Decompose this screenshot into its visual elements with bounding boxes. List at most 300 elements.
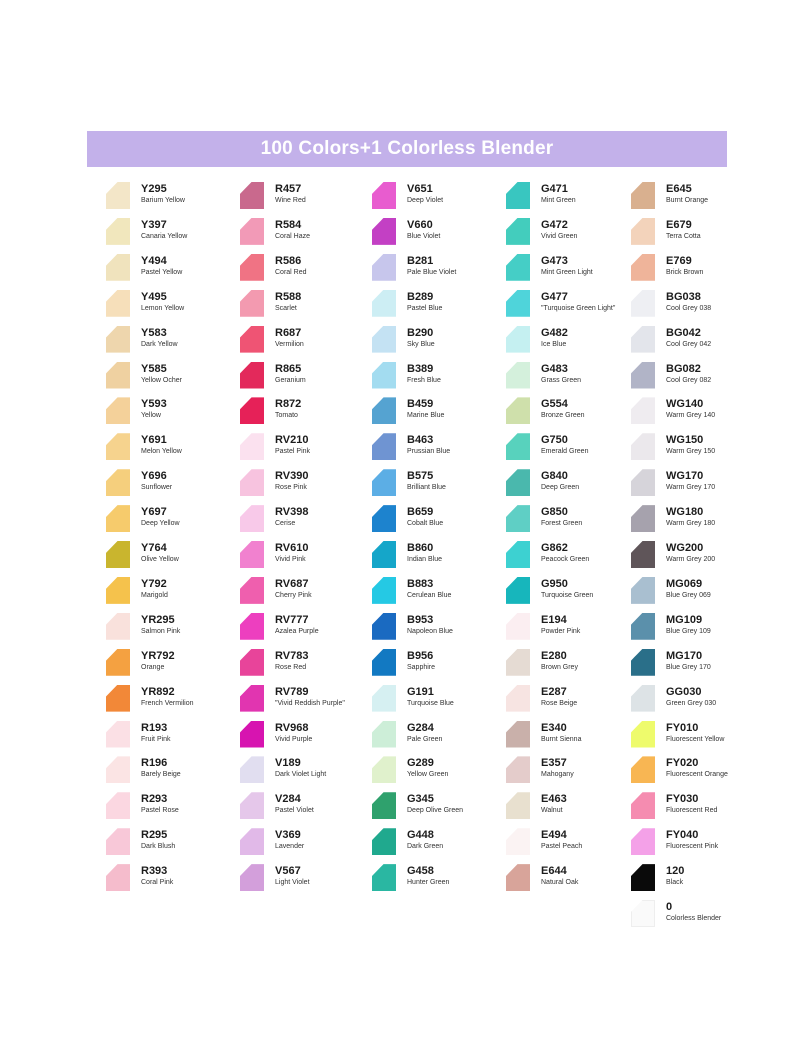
color-name: Cool Grey 038 (666, 304, 712, 312)
color-code: E194 (541, 613, 567, 626)
color-name: Fluorescent Red (666, 807, 718, 815)
marker-swatch (106, 828, 130, 855)
marker-swatch (506, 577, 530, 604)
marker-swatch (506, 685, 530, 712)
marker-swatch (106, 792, 130, 819)
color-code: RV610 (275, 542, 309, 554)
marker-swatch (372, 326, 396, 353)
color-name: Forest Green (541, 520, 583, 528)
color-name: Emerald Green (541, 448, 589, 456)
marker-swatch (240, 469, 264, 496)
color-name: Fruit Pink (141, 735, 171, 743)
marker-swatch (506, 828, 530, 855)
marker-swatch (240, 397, 264, 424)
color-swatch-item (240, 576, 372, 606)
color-name: Warm Grey 140 (666, 412, 716, 420)
marker-swatch (106, 649, 130, 676)
color-name: Pastel Rose (141, 807, 179, 815)
color-name: Orange (141, 663, 165, 671)
color-code: WG170 (666, 470, 704, 483)
color-swatch-item (106, 684, 238, 714)
color-name: Colorless Blender (666, 915, 722, 922)
color-code: B389 (407, 362, 434, 375)
color-code: Y585 (141, 362, 167, 375)
marker-swatch (506, 397, 530, 424)
color-name: Cherry Pink (275, 591, 312, 599)
color-code: Y691 (141, 434, 167, 447)
color-name: Deep Olive Green (407, 807, 464, 815)
color-name: Scarlet (275, 304, 297, 312)
color-swatch-item (106, 612, 238, 642)
color-swatch-item (631, 540, 763, 570)
color-swatch-item (372, 289, 504, 319)
color-code: RV777 (275, 613, 309, 626)
marker-swatch (106, 397, 130, 424)
color-swatch-item (106, 432, 238, 462)
color-swatch-item (240, 504, 372, 534)
color-swatch-item (240, 396, 372, 426)
color-name: Cerise (275, 520, 296, 528)
marker-swatch (631, 828, 655, 855)
color-name: Fluorescent Orange (666, 771, 728, 779)
marker-swatch (631, 900, 655, 927)
color-swatch-item (240, 361, 372, 391)
color-code: G554 (541, 398, 568, 411)
color-code: G191 (407, 685, 434, 698)
color-swatch-item (240, 648, 372, 678)
color-name: Terra Cotta (666, 232, 701, 240)
color-swatch-item (631, 217, 763, 247)
color-code: E463 (541, 793, 567, 806)
color-swatch-item (106, 468, 238, 498)
color-swatch-item (631, 361, 763, 391)
color-name: Wine Red (275, 197, 306, 204)
color-swatch-item (631, 432, 763, 462)
marker-swatch (631, 577, 655, 604)
color-name: Cerulean Blue (407, 591, 452, 599)
marker-swatch (631, 505, 655, 532)
color-swatch-item (240, 181, 372, 211)
marker-swatch (240, 505, 264, 532)
marker-swatch (631, 685, 655, 712)
color-swatch-item (506, 827, 638, 857)
color-code: B953 (407, 613, 434, 626)
color-code: RV398 (275, 506, 309, 519)
marker-swatch (240, 792, 264, 819)
color-code: Y792 (141, 577, 167, 590)
color-name: Warm Grey 200 (666, 556, 716, 563)
color-code: V189 (275, 757, 301, 770)
marker-swatch (631, 218, 655, 245)
color-swatch-item (506, 181, 638, 211)
marker-swatch (240, 649, 264, 676)
color-name: Deep Green (541, 484, 580, 492)
marker-swatch (372, 397, 396, 424)
color-code: RV968 (275, 721, 309, 734)
marker-swatch (372, 721, 396, 748)
color-code: Y696 (141, 470, 167, 483)
color-code: G483 (541, 362, 568, 375)
marker-swatch (506, 721, 530, 748)
color-swatch-item (372, 827, 504, 857)
color-code: RV390 (275, 470, 309, 483)
marker-swatch (372, 182, 396, 209)
color-swatch-item (631, 863, 763, 893)
color-name: Vivid Green (541, 232, 578, 240)
color-code: RV687 (275, 577, 309, 590)
color-swatch-item (631, 576, 763, 606)
color-name: Azalea Purple (275, 627, 319, 635)
color-swatch-item (240, 791, 372, 821)
color-code: WG200 (666, 542, 704, 554)
color-code: G950 (541, 577, 568, 590)
color-name: Brown Grey (541, 663, 578, 671)
marker-swatch (631, 326, 655, 353)
color-swatch-item (372, 612, 504, 642)
marker-swatch (631, 290, 655, 317)
marker-swatch (506, 469, 530, 496)
color-swatch-item (106, 827, 238, 857)
color-code: B281 (407, 254, 434, 267)
marker-swatch (631, 469, 655, 496)
color-code: Y295 (141, 183, 167, 195)
color-name: Dark Yellow (141, 340, 178, 348)
marker-swatch (106, 218, 130, 245)
marker-swatch (106, 864, 130, 891)
marker-swatch (506, 613, 530, 640)
color-swatch-item (372, 217, 504, 247)
marker-swatch (106, 469, 130, 496)
color-code: G473 (541, 254, 568, 267)
color-code: R687 (275, 326, 302, 339)
color-swatch-item (506, 396, 638, 426)
color-swatch-item (240, 720, 372, 750)
color-swatch-item (106, 181, 238, 211)
color-swatch-item (106, 361, 238, 391)
marker-swatch (372, 469, 396, 496)
marker-swatch (106, 433, 130, 460)
marker-swatch (106, 182, 130, 209)
marker-swatch (240, 685, 264, 712)
color-swatch-item (240, 827, 372, 857)
color-code: E340 (541, 721, 567, 734)
color-code: E645 (666, 183, 692, 195)
marker-swatch (372, 649, 396, 676)
marker-swatch (240, 613, 264, 640)
color-code: YR295 (141, 613, 175, 626)
color-name: Canaria Yellow (141, 232, 188, 240)
color-code: 0 (666, 901, 673, 913)
color-code: BG082 (666, 362, 701, 375)
color-code: FY030 (666, 793, 699, 806)
color-swatch-item (506, 289, 638, 319)
color-swatch-item (506, 432, 638, 462)
color-swatch-item (372, 181, 504, 211)
color-code: B860 (407, 542, 434, 554)
color-chart-grid (106, 181, 746, 941)
color-name: Dark Green (407, 843, 444, 851)
color-code: V660 (407, 218, 433, 231)
color-name: Pastel Yellow (141, 268, 183, 276)
color-code: V369 (275, 829, 301, 842)
marker-swatch (506, 864, 530, 891)
color-swatch-item (372, 720, 504, 750)
color-swatch-item (106, 289, 238, 319)
color-code: RV783 (275, 649, 309, 662)
color-name: Cool Grey 082 (666, 376, 712, 384)
marker-swatch (372, 577, 396, 604)
color-swatch-item (372, 863, 504, 893)
color-swatch-item (240, 863, 372, 893)
color-code: B575 (407, 470, 434, 483)
color-swatch-item (240, 289, 372, 319)
color-code: E494 (541, 829, 567, 842)
color-swatch-item (506, 684, 638, 714)
color-code: E287 (541, 685, 567, 698)
color-swatch-item (631, 181, 763, 211)
color-code: G448 (407, 829, 434, 842)
color-name: Barium Yellow (141, 197, 185, 204)
marker-swatch (372, 362, 396, 389)
color-code: WG180 (666, 506, 704, 519)
color-name: Black (666, 879, 684, 887)
color-code: B290 (407, 326, 434, 339)
marker-swatch (506, 541, 530, 568)
color-code: RV210 (275, 434, 309, 447)
color-code: Y397 (141, 218, 167, 231)
color-swatch-item (631, 504, 763, 534)
marker-swatch (240, 756, 264, 783)
color-code: Y495 (141, 290, 167, 303)
color-name: Turquoise Blue (407, 699, 454, 707)
marker-swatch (631, 756, 655, 783)
color-name: Pastel Violet (275, 807, 314, 815)
color-name: Bronze Green (541, 412, 585, 420)
marker-swatch (506, 254, 530, 281)
marker-swatch (506, 792, 530, 819)
marker-swatch (106, 721, 130, 748)
marker-swatch (106, 505, 130, 532)
color-code: MG109 (666, 613, 703, 626)
marker-swatch (106, 290, 130, 317)
marker-swatch (631, 397, 655, 424)
marker-swatch (240, 182, 264, 209)
color-name: Natural Oak (541, 879, 579, 887)
color-code: B459 (407, 398, 434, 411)
color-swatch-item (506, 755, 638, 785)
color-swatch-item (631, 684, 763, 714)
color-code: B289 (407, 290, 434, 303)
color-swatch-item (372, 325, 504, 355)
color-name: Yellow Green (407, 771, 449, 779)
color-swatch-item (106, 325, 238, 355)
marker-swatch (240, 577, 264, 604)
color-name: Rose Beige (541, 699, 578, 707)
color-swatch-item (372, 755, 504, 785)
marker-swatch (372, 792, 396, 819)
page-title: 100 Colors+1 Colorless Blender (87, 131, 727, 167)
color-name: Pastel Blue (407, 304, 443, 312)
marker-swatch (506, 433, 530, 460)
color-name: Powder Pink (541, 627, 581, 635)
color-swatch-item (240, 684, 372, 714)
color-name: Fluorescent Yellow (666, 735, 725, 743)
color-code: G477 (541, 290, 568, 303)
color-name: Green Grey 030 (666, 699, 717, 707)
marker-swatch (240, 290, 264, 317)
color-name: Dark Blush (141, 843, 176, 851)
marker-swatch (506, 326, 530, 353)
marker-swatch (240, 254, 264, 281)
color-swatch-item (106, 791, 238, 821)
color-name: Warm Grey 170 (666, 484, 716, 492)
color-swatch-item (372, 396, 504, 426)
marker-swatch (372, 864, 396, 891)
marker-swatch (506, 649, 530, 676)
color-name: Mint Green (541, 197, 576, 204)
color-code: R193 (141, 721, 168, 734)
color-code: G750 (541, 434, 568, 447)
color-swatch-item (240, 468, 372, 498)
color-swatch-item (372, 361, 504, 391)
color-name: "Vivid Reddish Purple" (275, 699, 345, 707)
marker-swatch (106, 326, 130, 353)
color-name: Olive Yellow (141, 556, 179, 563)
color-name: Grass Green (541, 376, 582, 384)
marker-swatch (506, 182, 530, 209)
color-code: R457 (275, 183, 302, 195)
color-code: G850 (541, 506, 568, 519)
color-swatch-item (372, 648, 504, 678)
color-name: Coral Red (275, 268, 307, 276)
color-swatch-item (506, 504, 638, 534)
color-swatch-item (106, 863, 238, 893)
color-name: Yellow Ocher (141, 376, 182, 384)
color-name: Blue Grey 069 (666, 591, 711, 599)
color-code: BG038 (666, 290, 701, 303)
color-name: Blue Violet (407, 232, 441, 240)
marker-swatch (372, 685, 396, 712)
color-swatch-item (506, 253, 638, 283)
marker-swatch (631, 649, 655, 676)
color-swatch-item (506, 648, 638, 678)
color-name: Deep Yellow (141, 520, 180, 528)
color-name: Warm Grey 180 (666, 520, 716, 528)
color-code: E357 (541, 757, 567, 770)
marker-swatch (372, 254, 396, 281)
color-name: Vermilion (275, 340, 304, 348)
color-swatch-item (240, 612, 372, 642)
color-swatch-item (240, 325, 372, 355)
marker-swatch (240, 541, 264, 568)
marker-swatch (240, 864, 264, 891)
color-swatch-item (240, 755, 372, 785)
color-name: Pastel Pink (275, 448, 311, 456)
color-name: Burnt Sienna (541, 735, 582, 743)
color-name: Blue Grey 170 (666, 663, 711, 671)
marker-swatch (631, 182, 655, 209)
marker-swatch (106, 362, 130, 389)
color-code: G458 (407, 865, 434, 878)
marker-swatch (372, 613, 396, 640)
color-name: Marigold (141, 591, 168, 599)
marker-swatch (631, 864, 655, 891)
color-code: Y494 (141, 254, 167, 267)
color-name: Pastel Peach (541, 843, 583, 851)
color-swatch-item (240, 540, 372, 570)
color-name: Hunter Green (407, 879, 450, 887)
marker-swatch (240, 433, 264, 460)
color-swatch-item (631, 612, 763, 642)
marker-swatch (240, 362, 264, 389)
color-code: V567 (275, 865, 301, 878)
color-name: Sky Blue (407, 340, 435, 348)
marker-swatch (240, 218, 264, 245)
color-code: MG069 (666, 577, 703, 590)
color-name: Vivid Purple (275, 735, 313, 743)
color-swatch-item (372, 504, 504, 534)
marker-swatch (106, 254, 130, 281)
color-code: B956 (407, 649, 434, 662)
color-code: R584 (275, 218, 302, 231)
marker-swatch (372, 541, 396, 568)
color-code: YR892 (141, 685, 175, 698)
color-swatch-item (506, 540, 638, 570)
color-code: R588 (275, 290, 302, 303)
color-code: B463 (407, 434, 434, 447)
marker-swatch (240, 721, 264, 748)
color-name: Walnut (541, 807, 563, 815)
color-name: Coral Haze (275, 232, 311, 240)
color-swatch-item (372, 468, 504, 498)
color-swatch-item (106, 720, 238, 750)
color-code: G284 (407, 721, 434, 734)
color-swatch-item (631, 899, 763, 929)
color-swatch-item (506, 791, 638, 821)
marker-swatch (631, 541, 655, 568)
color-swatch-item (106, 540, 238, 570)
color-name: Tomato (275, 412, 298, 420)
color-code: E280 (541, 649, 567, 662)
marker-swatch (631, 362, 655, 389)
color-name: Cool Grey 042 (666, 340, 712, 348)
color-name: Warm Grey 150 (666, 448, 716, 456)
color-name: Indian Blue (407, 556, 443, 563)
color-swatch-item (372, 540, 504, 570)
color-code: E769 (666, 254, 692, 267)
color-swatch-item (631, 396, 763, 426)
color-name: Cobalt Blue (407, 520, 444, 528)
marker-swatch (631, 433, 655, 460)
color-code: G482 (541, 326, 568, 339)
marker-swatch (372, 828, 396, 855)
color-code: Y764 (141, 542, 167, 554)
color-swatch-item (631, 468, 763, 498)
color-swatch-item (106, 253, 238, 283)
color-name: Pale Green (407, 735, 443, 743)
color-code: 120 (666, 865, 685, 878)
color-code: YR792 (141, 649, 175, 662)
color-swatch-item (372, 432, 504, 462)
color-code: R393 (141, 865, 168, 878)
marker-swatch (372, 433, 396, 460)
color-swatch-item (106, 576, 238, 606)
marker-swatch (631, 613, 655, 640)
color-swatch-item (372, 684, 504, 714)
marker-swatch (631, 721, 655, 748)
color-code: G471 (541, 183, 568, 195)
marker-swatch (506, 362, 530, 389)
